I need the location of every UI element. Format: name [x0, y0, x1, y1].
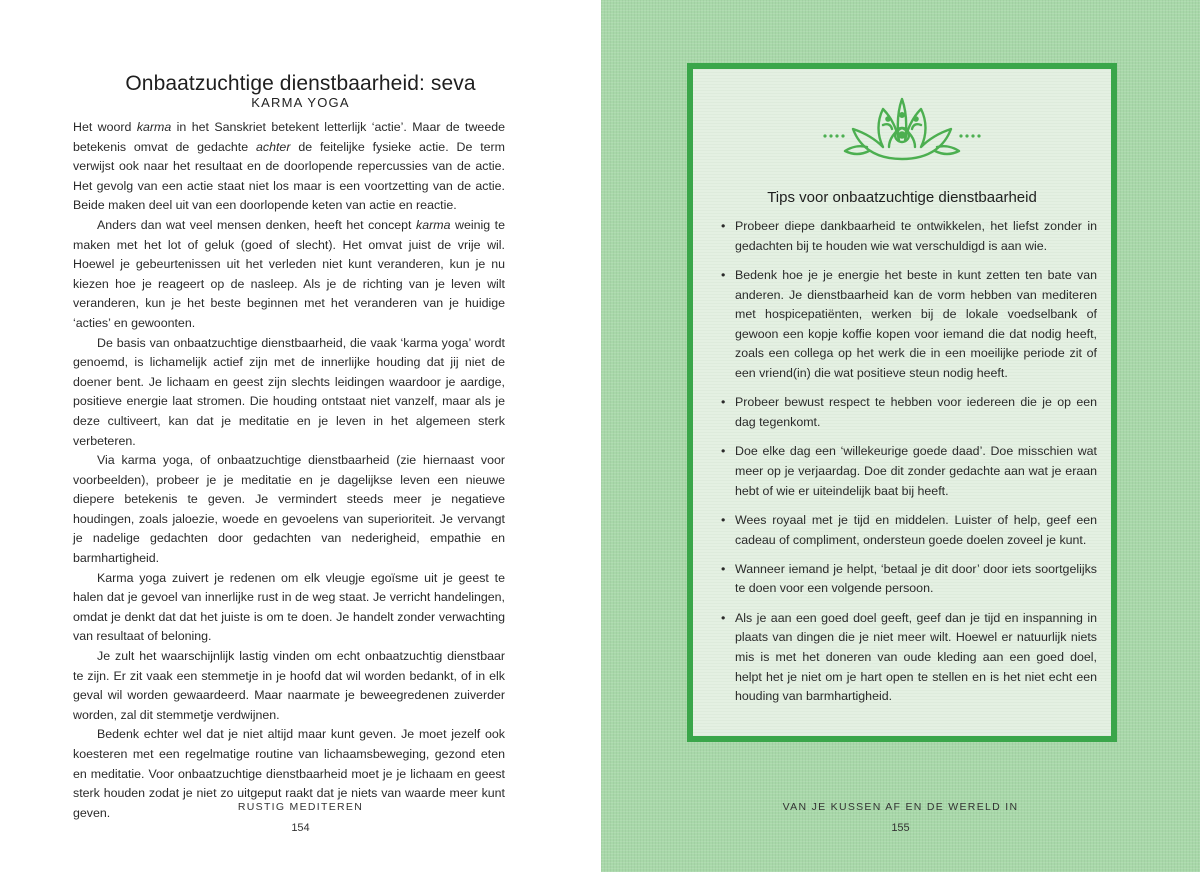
paragraph — [73, 334, 505, 452]
page-title: Onbaatzuchtige dienstbaarheid: seva — [125, 72, 476, 95]
running-footer: RUSTIG MEDITEREN — [237, 801, 364, 813]
paragraph — [73, 569, 505, 647]
tip-text: Als je aan een goed doel geeft, geef dan je tijd en inspanning in plaats van dingen die je niet meer wilt. Hoewel er natuurlijk niets mis is met het doneren van oude kleding aan een goed doel, helpt het je niet om je hart open te stellen en is het niet echt een houding van barmhartigheid. — [735, 610, 1097, 704]
tip-text: Wanneer iemand je helpt, ‘betaal je dit door’ door iets soortgelijks te doen voor een volgende persoon. — [735, 561, 1097, 596]
bullet-icon: • — [721, 444, 726, 459]
text-run: de feitelijke fysieke actie. De term verwijst ook naar het resultaat en de doorlopende repercussies van de actie. Het gevolg van een actie staat niet los maar is een voortzetting van de actie. Beide maken deel uit van een doorlopende keten van actie en reactie. — [73, 139, 505, 213]
list-item — [721, 266, 1097, 384]
text-run: weinig te maken met het lot of geluk (goed of slecht). Het omvat juist de vrije wil. Hoewel je gebeurtenissen uit het verleden niet kunt veranderen, kun je nu kiezen hoe je reageert op de nasleep. Als je de richting van je leven wilt veranderen, kun je het beste beginnen met het veranderen van je huidige ‘acties’ en gewoonten. — [73, 217, 505, 330]
page-number: 154 — [291, 822, 310, 834]
list-item — [721, 560, 1097, 599]
bullet-icon: • — [721, 267, 726, 282]
bullet-icon: • — [721, 219, 726, 233]
italic-term: karma — [416, 217, 451, 232]
bullet-icon: • — [721, 610, 726, 625]
text-run: Via karma yoga, of onbaatzuchtige dienstbaarheid (zie hiernaast voor voorbeelden), probeer je je meditatie en je dagelijkse leven een nieuwe diepere betekenis te geven. Je vermindert steeds meer je negatieve houdingen, zoals jaloezie, woede en gevoelens van superioriteit. Je vervangt je nadelige gedachten door gedachten van nederigheid, empathie en barmhartigheid. — [73, 453, 505, 566]
text-run: Karma yoga zuivert je redenen om elk vleugje egoïsme uit je geest te halen dat je gevoel van innerlijke rust in de weg staat. Je verricht handelingen, omdat je denkt dat dat het juiste is om te doen. Je handelt zonder verwachting van resultaat of beloning. — [73, 570, 505, 644]
text-run: Anders dan wat veel mensen denken, heeft het concept — [97, 217, 417, 232]
list-item — [721, 511, 1097, 550]
list-item — [721, 442, 1097, 501]
text-run: Het woord — [73, 120, 137, 134]
right-page — [601, 0, 1200, 872]
list-item — [721, 393, 1097, 432]
tip-text: Probeer bewust respect te hebben voor iedereen die je op een dag tegenkomt. — [735, 395, 1097, 429]
tip-text: Doe elke dag een ‘willekeurige goede daad’. Doe misschien wat meer op je verjaardag. Doe dit zonder gedachte aan wat je eraan hebt of wie er uiteindelijk baat bij heeft. — [735, 444, 1097, 498]
bullet-icon: • — [721, 512, 726, 527]
bullet-icon: • — [721, 395, 726, 410]
tips-title: Tips voor onbaatzuchtige dienstbaarheid — [767, 189, 1037, 206]
tips-list — [721, 217, 1097, 717]
paragraph — [73, 118, 505, 216]
text-run: Je zult het waarschijnlijk lastig vinden om echt onbaatzuchtig dienstbaar te zijn. Er zit vaak een stemmetje in je hoofd dat wil worden bedankt, of in elk geval wil worden gewaardeerd. Maar naarmate je beweegredenen zuiverder worden, zal dit stemmetje verdwijnen. — [73, 649, 505, 722]
italic-term: achter — [256, 139, 291, 154]
article-body — [73, 118, 505, 823]
running-footer: VAN JE KUSSEN AF EN DE WERELD IN — [782, 801, 1019, 813]
tip-text: Bedenk hoe je je energie het beste in kunt zetten ten bate van anderen. Je dienstbaarheid kan de vorm hebben van mediteren met hospicepatiënten, werken bij de lokale voedselbank of gewoon een kopje koffie kopen voor iemand die dat nodig heeft, zoals een collega op het werk die in een moeilijke periode zit of een vriend(in) die wat positieve steun nodig heeft. — [735, 267, 1097, 380]
tip-text: Wees royaal met je tijd en middelen. Luister of help, geef een cadeau of compliment, ondersteun goede doelen zoveel je kunt. — [735, 512, 1097, 547]
paragraph — [73, 451, 505, 569]
text-run: Bedenk echter wel dat je niet altijd maar kunt geven. Je moet jezelf ook koesteren met een regelmatige routine van lichaamsbeweging, gezond eten en meditatie. Voor onbaatzuchtige dienstbaarheid moet je je lichaam en geest sterk houden zodat je niet zo uitgeput raakt dat je niets van waarde meer kunt geven. — [73, 727, 505, 820]
tip-text: Probeer diepe dankbaarheid te ontwikkelen, het liefst zonder in gedachten bij te houden wie wat verschuldigd is aan wie. — [735, 219, 1097, 253]
list-item — [721, 217, 1097, 256]
italic-term: karma — [136, 120, 172, 134]
page-number: 155 — [891, 822, 910, 834]
text-run: De basis van onbaatzuchtige dienstbaarheid, die vaak ‘karma yoga’ wordt genoemd, is lichamelijk actief zijn met de innerlijke houding dat jij niet de doener bent. Je lichaam en geest zijn slechts leidingen waardoor je aardige, positieve energie laat stromen. Die houding ontstaat niet vanzelf, maar als je deze cultiveert, kan dat je meditatie en je leven in het algemeen sterk verbeteren. — [73, 335, 505, 448]
tips-box — [687, 63, 1117, 742]
paragraph — [73, 216, 505, 334]
bullet-icon: • — [721, 561, 726, 576]
paragraph — [73, 647, 505, 725]
page-subtitle: KARMA YOGA — [251, 95, 350, 110]
text-run: in het Sanskriet betekent letterlijk ‘actie’. Maar de tweede betekenis omvat de gedachte — [73, 120, 505, 154]
list-item — [721, 609, 1097, 707]
lotus-ornament-icon — [693, 95, 1111, 165]
